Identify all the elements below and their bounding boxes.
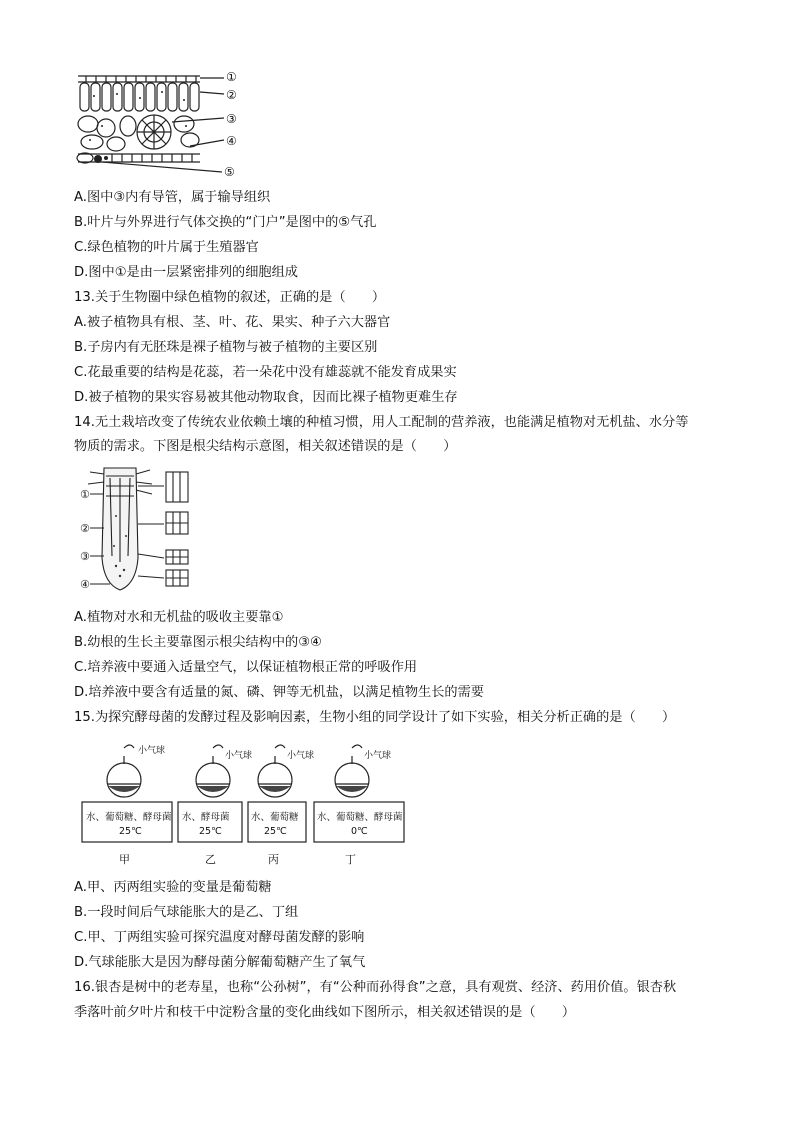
balloon-label-4: 小气球 bbox=[364, 751, 392, 761]
leaf-label-5: ⑤ bbox=[224, 165, 235, 179]
leaf-label-4: ④ bbox=[226, 134, 237, 148]
q13-option-b: B.子房内有无胚珠是裸子植物与被子植物的主要区别 bbox=[74, 340, 378, 355]
setup-jia-temp: 25℃ bbox=[119, 826, 142, 837]
setup-yi-temp: 25℃ bbox=[199, 826, 222, 837]
q12-option-d: D.图中①是由一层紧密排列的细胞组成 bbox=[74, 265, 298, 280]
leaf-label-3: ③ bbox=[226, 112, 237, 126]
q13-stem: 13.关于生物圈中绿色植物的叙述，正确的是（ ） bbox=[74, 290, 386, 305]
q14-option-b: B.幼根的生长主要靠图示根尖结构中的③④ bbox=[74, 635, 322, 650]
setup-jia-name: 甲 bbox=[119, 853, 130, 866]
q13-option-c: C.花最重要的结构是花蕊，若一朵花中没有雄蕊就不能发育成果实 bbox=[74, 365, 457, 380]
q12-option-b: B.叶片与外界进行气体交换的“门户”是图中的⑤气孔 bbox=[74, 215, 377, 230]
q16-stem-line2: 季落叶前夕叶片和枝干中淀粉含量的变化曲线如下图所示，相关叙述错误的是（ ） bbox=[74, 1005, 576, 1020]
balloon-label-3: 小气球 bbox=[287, 751, 315, 761]
root-label-4: ④ bbox=[80, 578, 90, 591]
q15-option-c: C.甲、丁两组实验可探究温度对酵母菌发酵的影响 bbox=[74, 930, 365, 945]
setup-bing-name: 丙 bbox=[268, 853, 279, 866]
q15-option-b: B.一段时间后气球能胀大的是乙、丁组 bbox=[74, 905, 299, 920]
balloon-label-1: 小气球 bbox=[138, 746, 166, 756]
q13-option-d: D.被子植物的果实容易被其他动物取食，因而比裸子植物更难生存 bbox=[74, 390, 458, 405]
setup-bing-temp: 25℃ bbox=[264, 826, 287, 837]
q16-stem-line1: 16.银杏是树中的老寿星，也称“公孙树”，有“公种而孙得食”之意，具有观赏、经济、药用价值。银杏秋 bbox=[74, 980, 677, 995]
root-label-1: ① bbox=[80, 488, 90, 501]
q13-option-a: A.被子植物具有根、茎、叶、花、果实、种子六大器官 bbox=[74, 315, 391, 330]
q15-option-d: D.气球能胀大是因为酵母菌分解葡萄糖产生了氧气 bbox=[74, 955, 366, 970]
q12-option-c: C.绿色植物的叶片属于生殖器官 bbox=[74, 240, 259, 255]
q14-option-d: D.培养液中要含有适量的氮、磷、钾等无机盐，以满足植物生长的需要 bbox=[74, 685, 484, 700]
setup-bing-contents: 水、葡萄糖 bbox=[251, 812, 299, 823]
root-label-2: ② bbox=[80, 522, 90, 535]
setup-jia-contents: 水、葡萄糖、酵母菌 bbox=[86, 812, 172, 823]
setup-ding-temp: 0℃ bbox=[351, 826, 368, 837]
q14-option-a: A.植物对水和无机盐的吸收主要靠① bbox=[74, 610, 284, 625]
root-tip-figure bbox=[76, 466, 192, 596]
q15-option-a: A.甲、丙两组实验的变量是葡萄糖 bbox=[74, 880, 272, 895]
setup-yi-contents: 水、酵母菌 bbox=[182, 812, 230, 823]
q14-stem-line1: 14.无土栽培改变了传统农业依赖土壤的种植习惯，用人工配制的营养液，也能满足植物对无机盐、水分等 bbox=[74, 415, 689, 430]
root-label-3: ③ bbox=[80, 550, 90, 563]
q15-stem: 15.为探究酵母菌的发酵过程及影响因素，生物小组的同学设计了如下实验，相关分析正确的是（ ） bbox=[74, 710, 676, 725]
setup-ding-name: 丁 bbox=[345, 853, 356, 866]
setup-ding-contents: 水、葡萄糖、酵母菌 bbox=[317, 812, 403, 823]
q14-stem-line2: 物质的需求。下图是根尖结构示意图，相关叙述错误的是（ ） bbox=[74, 439, 457, 454]
setup-yi-name: 乙 bbox=[205, 853, 216, 866]
leaf-label-1: ① bbox=[226, 70, 237, 84]
q12-option-a: A.图中③内有导管，属于输导组织 bbox=[74, 190, 271, 205]
balloon-label-2: 小气球 bbox=[225, 751, 253, 761]
q14-option-c: C.培养液中要通入适量空气，以保证植物根正常的呼吸作用 bbox=[74, 660, 418, 675]
leaf-label-2: ② bbox=[226, 88, 237, 102]
